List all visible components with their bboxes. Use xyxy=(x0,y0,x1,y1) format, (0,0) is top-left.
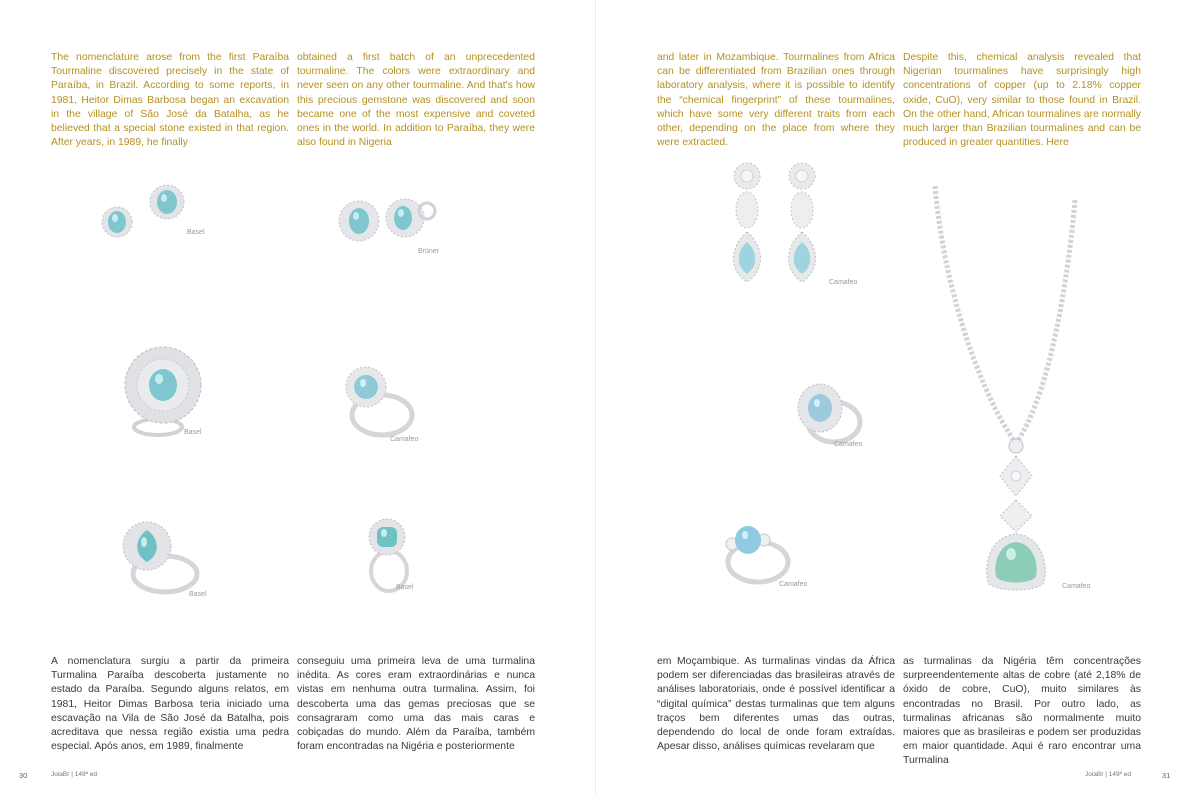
credit-earrings-drop: Camafeo xyxy=(829,279,858,286)
portuguese-column-4: as turmalinas da Nigéria têm concentrações surpreendentemente altas de cobre (até 2,18% de óxido de cobre, CuO), muito similares às encontradas no Brasil. Por outro lado, as turmalinas africanas são normalmente muito maiores que as brasileiras e podem ser produzidas em maior quantidade. Aqui é raro encontrar uma Turmalina xyxy=(903,656,1141,767)
english-column-4: Despite this, chemical analysis revealed that Nigerian tourmalines have surprisingly high concentrations of copper (up to 2.18% copper oxide, CuO), very similar to those found in Brazil. On the other hand, African tourmalines are normally much larger than Brazilian tourmalines and can be produced in greater quantities. Here xyxy=(903,52,1141,149)
page-gutter xyxy=(595,0,596,794)
credit-ring-oval-three: Camafeo xyxy=(779,581,808,588)
page-number-right: 31 xyxy=(1162,771,1171,780)
page-number-left: 30 xyxy=(19,771,28,780)
earrings-drop-camafeo-image xyxy=(722,158,832,293)
magazine-footer-left: JoiaBr | 149ª ed xyxy=(51,771,98,778)
credit-ring-oval-halo: Camafeo xyxy=(834,441,863,448)
english-column-2: obtained a first batch of an unprecedented tourmaline. The colors were extraordinary and never seen on any other tourmaline. And that's how this precious gemstone was discovered and soon became one of the most expensive and coveted ones in the world. In addition to Paraíba, they were also found in Nigeria xyxy=(297,52,535,149)
ring-pear-basel-image xyxy=(117,518,202,598)
portuguese-column-3: em Moçambique. As turmalinas vindas da África podem ser diferenciadas das brasileiras através de análises laboratoriais, onde é possível identificar a “digital química” destas turmalinas que tem alguns traços bem diferentes umas das outras, dependendo do local de onde foram extraídas. Apesar disso, análises químicas revelaram que xyxy=(657,656,895,753)
credit-necklace: Camafeo xyxy=(1062,583,1091,590)
magazine-footer-right: JoiaBr | 149ª ed xyxy=(1085,771,1132,778)
english-column-3: and later in Mozambique. Tourmalines from Africa can be differentiated from Brazilian ones through laboratory analysis, where it is possible to identify the “chemical fingerprint” of these tourmalines, which have some very different traits from each other, depending on the place from where they were extracted. xyxy=(657,52,895,149)
credit-ring-cushion: Basel xyxy=(396,584,414,591)
necklace-camafeo-image xyxy=(925,180,1105,600)
english-column-1: The nomenclature arose from the first Paraíba Tourmaline discovered precisely in the state of Paraíba, in Brazil. According to some reports, in 1981, Heitor Dimas Barbosa began an excavation in the village of São José da Batalha, as he believed that a special stone existed in that region. After years, in 1989, he finally xyxy=(51,52,289,149)
credit-ring-round: Camafeo xyxy=(390,436,419,443)
credit-earrings-bruner: Brüner xyxy=(418,248,440,255)
portuguese-column-1: A nomenclatura surgiu a partir da primeira Turmalina Paraíba descoberta justamente no estado da Paraíba. Segundo alguns relatos, em 1981, Heitor Dimas Barbosa teria iniciado uma escavação na Vila de São José da Batalha, pois acreditava que nessa região existia uma pedra especial. Após anos, em 1989, finalmente xyxy=(51,656,289,753)
ring-round-camafeo-image xyxy=(338,363,418,443)
portuguese-column-2: conseguiu uma primeira leva de uma turmalina inédita. As cores eram extraordinárias e nunca vistas em nenhuma outra turmalina. Assim, foi descoberta uma das gemas preciosas que se consagraram como uma das mais caras e cobiçadas do mundo. Além da Paraíba, também foram encontradas na Nigéria e posteriormente xyxy=(297,656,535,753)
earrings-bruner-image xyxy=(337,193,442,248)
ring-cushion-basel-image xyxy=(363,515,423,595)
credit-earrings-basel: Basel xyxy=(187,229,205,236)
credit-ring-flower: Basel xyxy=(184,429,202,436)
credit-ring-pear: Basel xyxy=(189,591,207,598)
ring-oval-three-camafeo-image xyxy=(718,514,798,589)
earrings-basel-image xyxy=(95,180,195,245)
ring-flower-basel-image xyxy=(118,343,213,438)
